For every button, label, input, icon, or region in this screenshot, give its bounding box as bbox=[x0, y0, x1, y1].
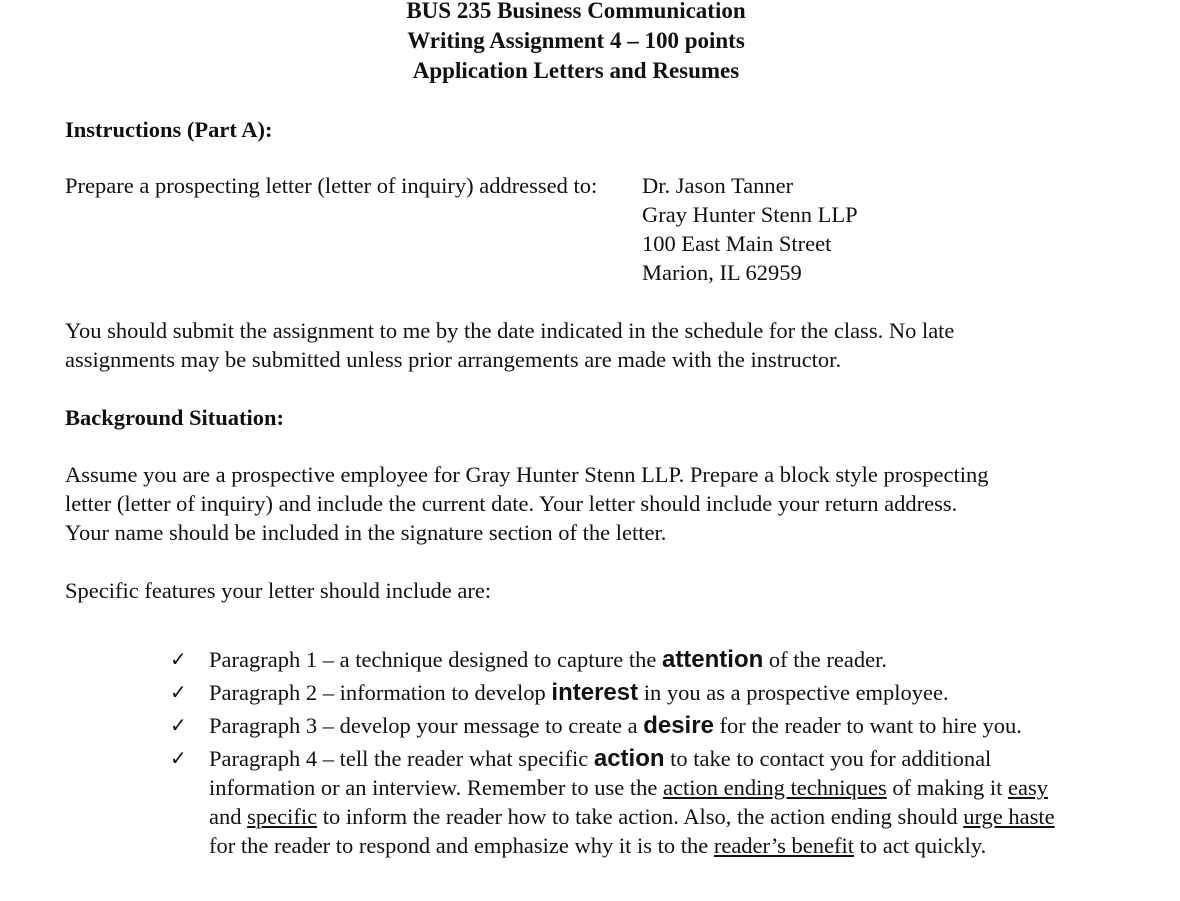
submission-line: assignments may be submitted unless prior arrangements are made with the instructor. bbox=[65, 347, 842, 372]
item-text: Paragraph 3 – develop your message to create a desire for the reader to want to hire you. bbox=[209, 712, 1022, 739]
checkmark-icon: ✓ bbox=[170, 647, 187, 671]
document-title bbox=[0, 0, 1152, 86]
course-title: BUS 235 Business Communication bbox=[406, 0, 746, 23]
list-item bbox=[170, 645, 1090, 674]
address-line-street: 100 East Main Street bbox=[642, 231, 832, 256]
keyword-desire: desire bbox=[643, 712, 714, 739]
checkmark-icon: ✓ bbox=[170, 746, 187, 770]
instructions-heading: Instructions (Part A): bbox=[65, 117, 273, 142]
feature-checklist bbox=[170, 645, 1090, 864]
address-prompt: Prepare a prospecting letter (letter of inquiry) addressed to: bbox=[65, 173, 598, 198]
submission-paragraph bbox=[65, 316, 954, 374]
keyword-attention: attention bbox=[661, 646, 764, 673]
address-line-company: Gray Hunter Stenn LLP bbox=[642, 202, 858, 227]
list-item bbox=[170, 678, 1090, 707]
underlined-term: easy bbox=[1007, 775, 1048, 800]
assignment-title: Writing Assignment 4 – 100 points bbox=[407, 28, 745, 53]
item-text: Paragraph 1 – a technique designed to capture the attention of the reader. bbox=[209, 646, 887, 673]
list-item bbox=[170, 711, 1090, 740]
keyword-action: action bbox=[593, 745, 665, 772]
underlined-term: urge haste bbox=[963, 804, 1055, 829]
features-intro: Specific features your letter should include are: bbox=[65, 578, 492, 603]
item-text: Paragraph 4 – tell the reader what specific action to take to contact you for additional information or an interview. Remember to use the action ending techniques of making it easy and specific to inform the reader how to take action. Also, the action ending should urge haste for the reader to respond and emphasize why it is to the reader’s benefit to act quickly. bbox=[209, 745, 1055, 858]
underlined-term: reader’s benefit bbox=[713, 833, 854, 858]
background-heading: Background Situation: bbox=[65, 405, 285, 430]
background-paragraph bbox=[65, 460, 988, 547]
address-line-name: Dr. Jason Tanner bbox=[642, 173, 794, 198]
item-text: Paragraph 2 – information to develop interest in you as a prospective employee. bbox=[209, 679, 949, 706]
list-item bbox=[170, 744, 1090, 860]
checkmark-icon: ✓ bbox=[170, 713, 187, 737]
submission-line: You should submit the assignment to me by the date indicated in the schedule for the class. No late bbox=[65, 318, 955, 343]
underlined-term: action ending techniques bbox=[663, 775, 887, 800]
background-line: Assume you are a prospective employee for Gray Hunter Stenn LLP. Prepare a block style prospecting bbox=[65, 462, 989, 487]
checkmark-icon: ✓ bbox=[170, 680, 187, 704]
recipient-address bbox=[642, 171, 858, 287]
assignment-subtitle: Application Letters and Resumes bbox=[412, 58, 740, 83]
background-line: Your name should be included in the signature section of the letter. bbox=[65, 520, 667, 545]
background-line: letter (letter of inquiry) and include the current date. Your letter should include your return address. bbox=[65, 491, 958, 516]
underlined-term: specific bbox=[247, 804, 318, 829]
keyword-interest: interest bbox=[551, 679, 639, 706]
address-line-city: Marion, IL 62959 bbox=[642, 260, 802, 285]
